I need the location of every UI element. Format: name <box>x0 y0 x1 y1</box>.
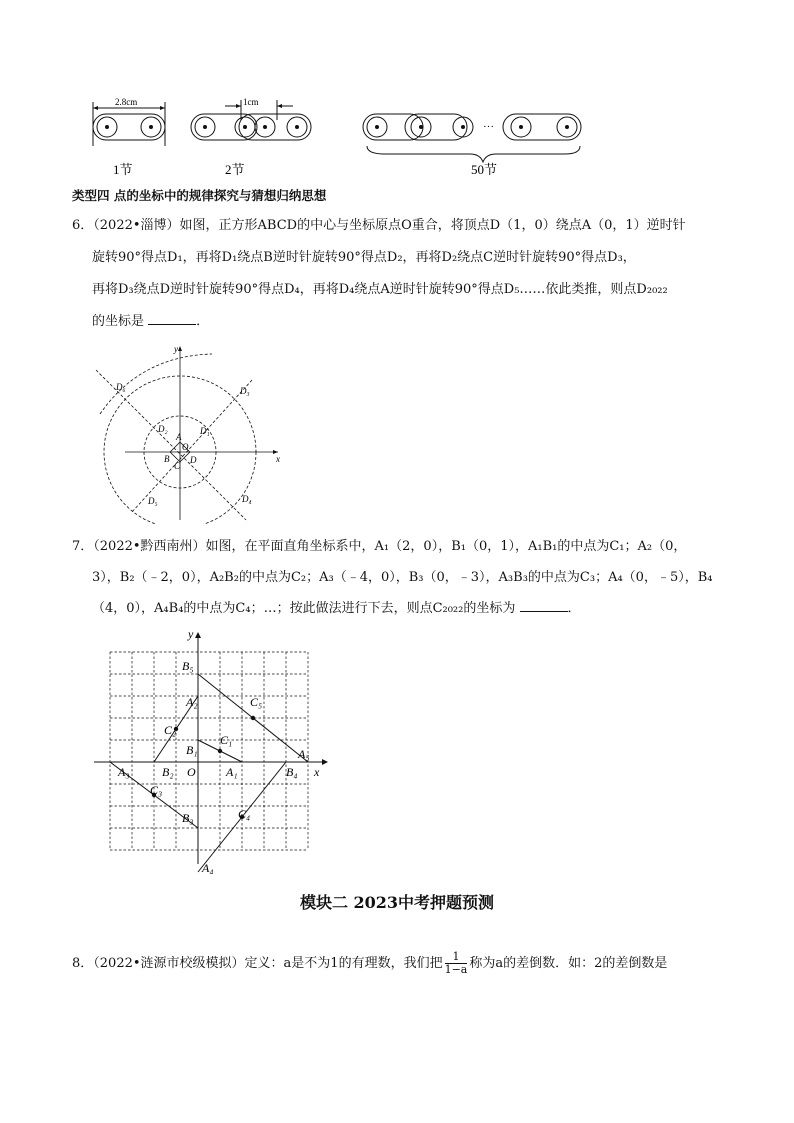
q7-line2: 3），B₂（﹣2，0），A₂B₂的中点为C₂；A₃（﹣4，0），B₃（0，﹣3），A₃B₃的中点为C₃；A₄（0，﹣5），B₄ <box>92 570 713 585</box>
q6-label-y: y <box>174 344 178 354</box>
dim-two-node: 1cm <box>243 97 259 107</box>
q8-frac-den: 1−a <box>444 963 468 976</box>
q6-label-d5: D₅ <box>148 496 158 506</box>
q7-label-b1: B₁ <box>186 743 198 757</box>
q7-text3: （4，0），A₄B₄的中点为C₄；…；按此做法进行下去，则点C₂₀₂₂的坐标为 <box>92 601 516 616</box>
dim-one-node: 2.8cm <box>115 97 138 107</box>
q8-fraction <box>445 951 468 976</box>
q7-label-a4: A₄ <box>202 861 214 874</box>
q8-text-before: 定义：a是不为1的有理数，我们把 <box>244 956 443 971</box>
q6-label-d: D <box>190 455 197 465</box>
q7-label-a1: A₁ <box>226 765 238 779</box>
q6-source: （2022•淄博） <box>93 218 180 233</box>
q8-text-after: 称为a的差倒数．如：2的差倒数是 <box>469 956 668 971</box>
q7-answer-blank[interactable] <box>520 599 568 612</box>
q6-label-x: x <box>276 454 280 464</box>
q6-label-c: C <box>174 461 181 471</box>
label-one-node: 1节 <box>113 162 133 177</box>
q8-number: 8． <box>72 956 94 971</box>
q7-source: （2022•黔西南州） <box>93 539 206 554</box>
q6-line3: 再将D₃绕点D逆时针旋转90°得点D₄，再将D₄绕点A逆时针旋转90°得点D₅……依此类推，则点D₂₀₂₂ <box>92 282 668 297</box>
q7-label-a5: A₅ <box>298 747 310 761</box>
q7-point-c5 <box>251 716 255 720</box>
q6-label-d6: D₆ <box>116 382 126 392</box>
q6-label-b: B <box>164 454 170 464</box>
q7-label-c4: C₄ <box>238 807 251 821</box>
q6-answer-blank[interactable] <box>148 312 196 325</box>
q7-line3 <box>72 599 752 619</box>
q7-text1: 如图，在平面直角坐标系中，A₁（2，0），B₁（0，1），A₁B₁的中点为C₁；A₂（0， <box>205 539 687 554</box>
q7-dashed-grid <box>110 652 308 850</box>
chain-figure <box>85 90 595 182</box>
q7-grid-figure <box>92 628 342 874</box>
type-four-heading: 类型四 点的坐标中的规律探究与猜想归纳思想 <box>72 188 327 203</box>
q7-label-o: O <box>187 765 196 779</box>
q6-label-d4: D₄ <box>242 494 252 504</box>
q7-label-a3: A₃ <box>118 765 130 779</box>
q8-frac-num: 1 <box>445 951 468 964</box>
q7-number: 7． <box>72 539 94 554</box>
chain-ellipsis: ··· <box>483 121 494 133</box>
q6-label-d2: D₂ <box>158 424 168 434</box>
q7-label-c3: C₃ <box>150 783 163 797</box>
q7-label-b3: B₃ <box>182 811 194 825</box>
q6-period: ． <box>196 314 210 329</box>
q6-label-d3: D₃ <box>240 386 250 396</box>
q7-label-c2: C₂ <box>164 723 177 737</box>
q7-line1 <box>72 537 732 557</box>
q6-rotation-figure <box>92 342 292 524</box>
q8-line1 <box>72 944 752 984</box>
q6-line2: 旋转90°得点D₁，再将D₁绕点B逆时针旋转90°得点D₂，再将D₂绕点C逆时针旋转90°得点D₃， <box>92 250 636 265</box>
q7-period: ． <box>567 601 581 616</box>
q6-text4: 的坐标是 <box>92 314 145 329</box>
q7-point-c1 <box>218 749 222 753</box>
q7-label-b4: B₄ <box>286 765 298 779</box>
q7-label-b2: B₂ <box>162 765 174 779</box>
q6-label-a: A <box>176 432 182 442</box>
label-two-node: 2节 <box>225 162 245 177</box>
label-fifty-node: 50节 <box>471 162 498 177</box>
q7-label-y: y <box>188 628 194 641</box>
module-two-title: 模块二 2023中考押题预测 <box>299 893 495 912</box>
q6-line4 <box>72 312 752 332</box>
q6-label-d1: D₁ <box>200 426 210 436</box>
q7-label-a2: A₂ <box>186 695 198 709</box>
q7-label-c1: C₁ <box>220 733 233 747</box>
q8-source: （2022•涟源市校级模拟） <box>93 956 245 971</box>
q7-label-b5: B₅ <box>182 659 194 673</box>
q7-label-x: x <box>314 765 320 779</box>
q6-label-o: O <box>182 442 189 452</box>
q6-text1: 如图，正方形ABCD的中心与坐标原点O重合，将顶点D（1，0）绕点A（0，1）逆时针 <box>179 218 686 233</box>
q6-number: 6． <box>72 218 94 233</box>
q7-label-c5: C₅ <box>250 695 263 709</box>
q6-line1 <box>72 216 732 236</box>
